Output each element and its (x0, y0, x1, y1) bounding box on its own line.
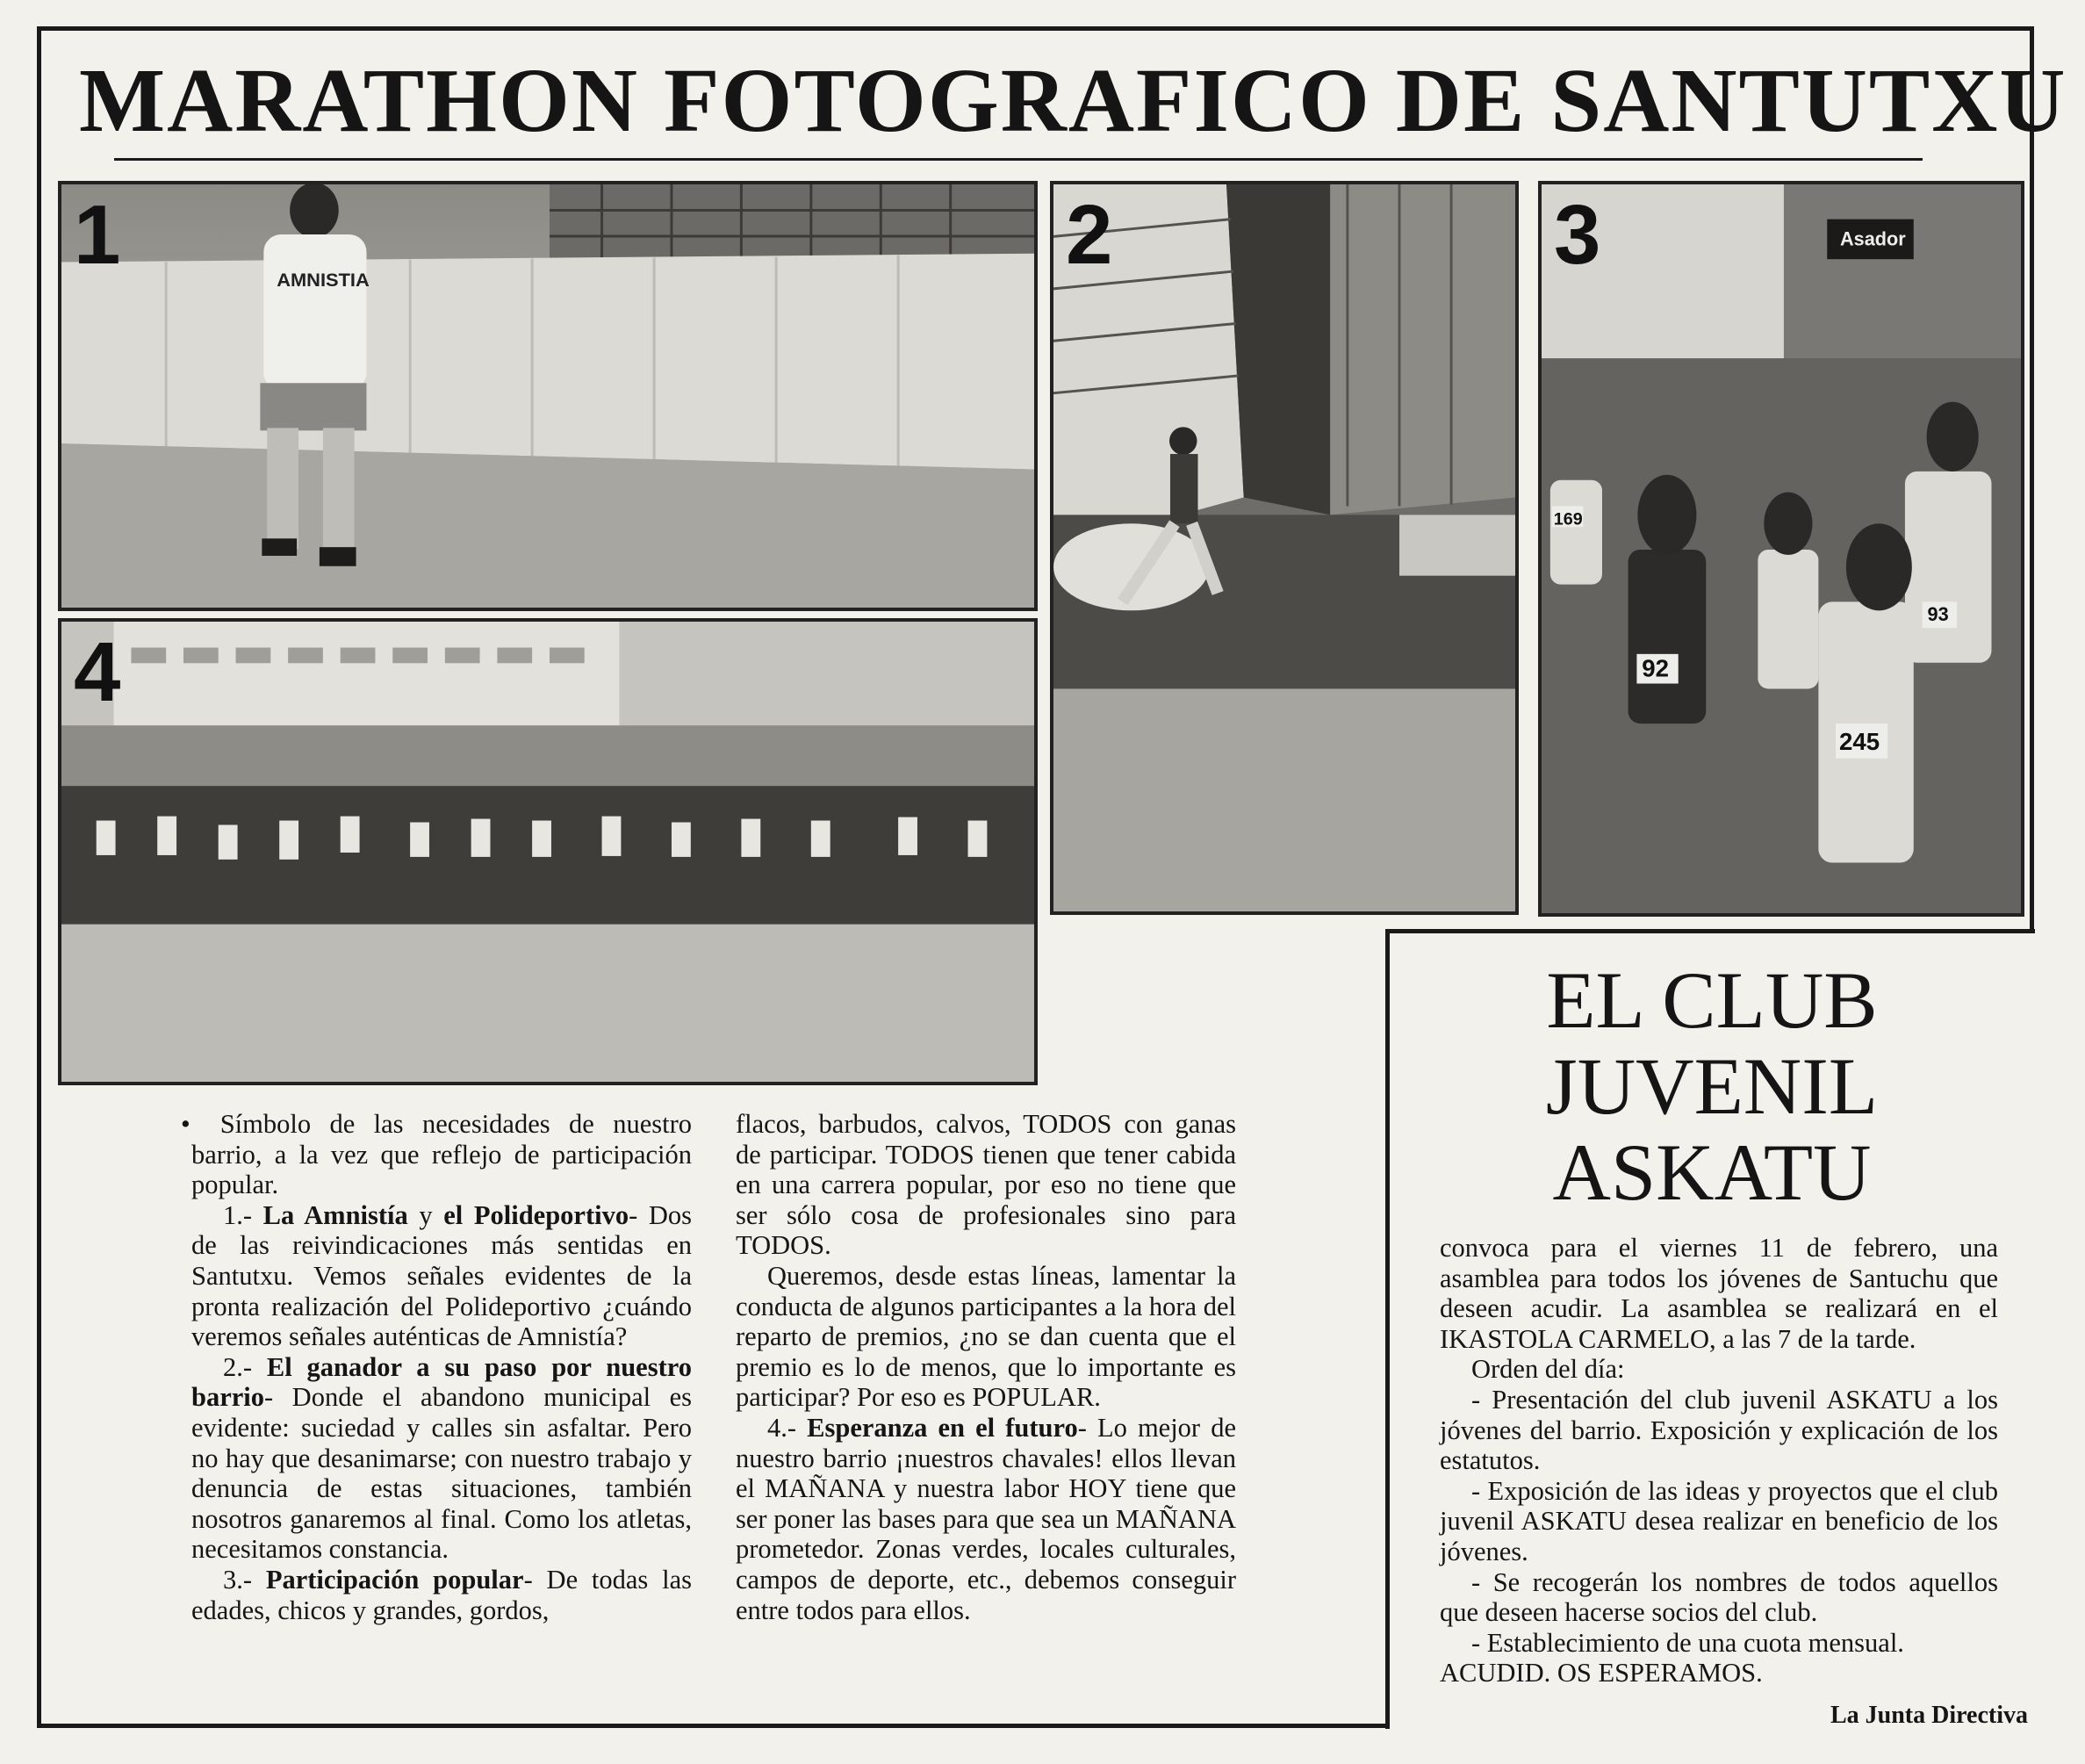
article-item-4: 4.- Esperanza en el futuro- Lo mejor de nuestro barrio ¡nuestros chavales! ellos llevan el MAÑANA y nuestra labor HOY tiene que ser poner las bases para que sea un MAÑANA prometedor. Zonas verdes, locales culturales, campos de deporte, etc., debemos conseguir entre todos para ellos. (736, 1412, 1236, 1625)
shirt-text: AMNISTIA (277, 269, 370, 292)
club-agenda-title: Orden del día: (1471, 1354, 1625, 1385)
article-col2-continuation: flacos, barbudos, calvos, TODOS con ganas de participar. TODOS tienen que tener cabida en una carrera popular, por eso no tiene que ser sólo cosa de profesionales sino para TODOS. (736, 1109, 1236, 1261)
bib-92: 92 (1642, 654, 1670, 682)
article-column-2 (736, 1109, 1236, 1625)
article-intro: • Símbolo de las necesidades de nuestro barrio, a la vez que reflejo de participación popular. (181, 1109, 692, 1200)
photo-2-runner-street (1050, 181, 1519, 915)
article-item-3: 3.- Participación popular- De todas las edades, chicos y grandes, gordos, (191, 1564, 692, 1625)
photo-1-runner-amnistia (58, 181, 1038, 611)
photo-number-4: 4 (74, 625, 121, 719)
club-closing: ACUDID. OS ESPERAMOS. (1440, 1658, 1763, 1688)
photo-number-3: 3 (1554, 188, 1601, 282)
article-item-2: 2.- El ganador a su paso por nuestro barrio- Donde el abandono municipal es evidente: suciedad y calles sin asfaltar. Pero no hay que desanimarse; con nuestro trabajo y denuncia de estas situaciones, también nosotros ganaremos al final. Como los atletas, necesitamos constancia. (191, 1351, 692, 1565)
club-para-1: convoca para el viernes 11 de febrero, una asamblea para todos los jóvenes de Santuchu que deseen acudir. La asamblea se realizará en el IKASTOLA CARMELO, a las 7 de la tarde. (1440, 1233, 1998, 1354)
article-column-1 (181, 1109, 692, 1625)
club-title: EL CLUB JUVENIL ASKATU (1545, 955, 1879, 1217)
sign-text: Asador (1840, 227, 1906, 250)
headline: MARATHON FOTOGRAFICO DE SANTUTXU (79, 50, 2067, 151)
photo-3-crowd-runners (1538, 181, 2024, 917)
photo-4-children-start (58, 618, 1038, 1085)
bullet-dot: • (181, 1109, 191, 1139)
club-agenda-item-4: - Establecimiento de una cuota mensual. (1471, 1627, 1904, 1658)
photo-number-1: 1 (74, 188, 121, 282)
article-col2-paragraph: Queremos, desde estas líneas, lamentar la conducta de algunos participantes a la hora del reparto de premios, ¿no se dan cuenta que el premio es lo de menos, que lo importante es participar? Por eso es POPULAR. (736, 1260, 1236, 1413)
article-item-1: 1.- La Amnistía y el Polideportivo- Dos de las reivindicaciones más sentidas en Santutxu. Vemos señales evidentes de la pronta realización del Polideportivo ¿cuándo veremos señales auténticas de Amnistía? (191, 1199, 692, 1352)
headline-rule (114, 158, 1923, 161)
photo-number-2: 2 (1066, 188, 1113, 282)
signature: La Junta Directiva (1830, 1702, 2028, 1729)
club-agenda-item-2: - Exposición de las ideas y proyectos que el club juvenil ASKATU desea realizar en beneficio de los jóvenes. (1440, 1475, 1998, 1566)
bib-169: 169 (1553, 509, 1583, 529)
bib-93: 93 (1927, 603, 1949, 626)
club-agenda-item-3: - Se recogerán los nombres de todos aquellos que deseen hacerse socios del club. (1440, 1566, 1998, 1628)
club-agenda-item-1: - Presentación del club juvenil ASKATU a los jóvenes del barrio. Exposición y explicación de los estatutos. (1440, 1384, 1998, 1476)
bib-245: 245 (1839, 727, 1880, 755)
club-announcement (1440, 1233, 1998, 1688)
